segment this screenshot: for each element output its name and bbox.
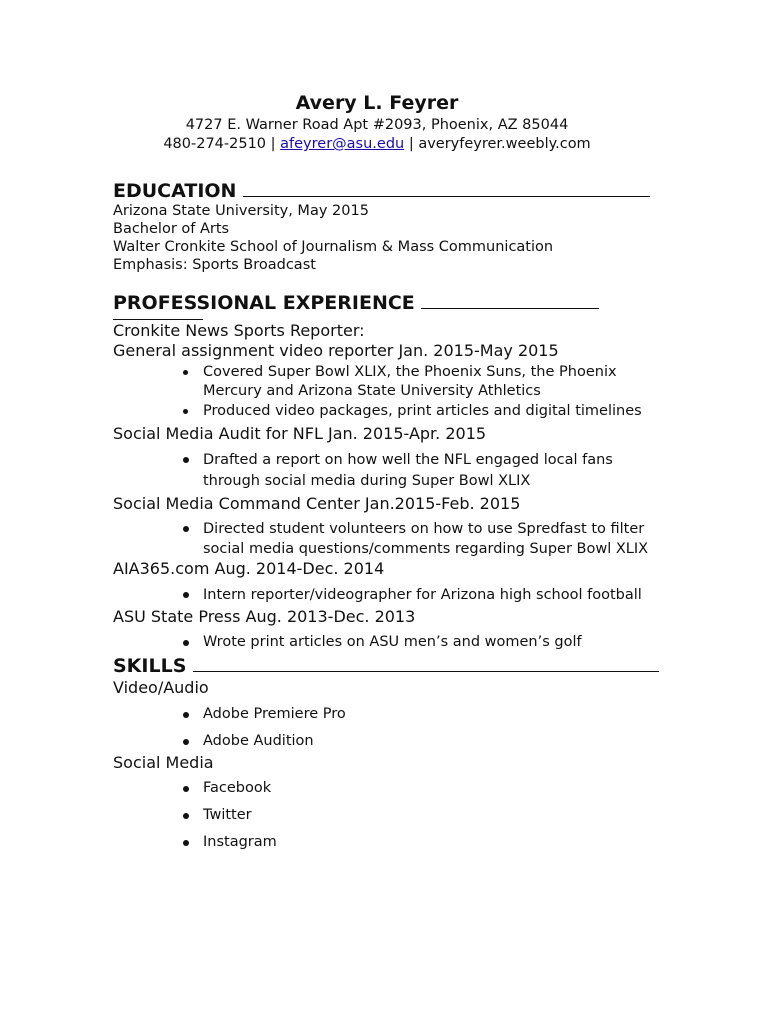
education-heading: [113, 180, 658, 202]
bullet-text: Directed student volunteers on how to use Spredfast to filter social media questions/comments regarding Super Bowl XLIX: [203, 521, 649, 557]
skill-item: [113, 833, 658, 852]
bullet-item: [113, 363, 658, 401]
education-block: [113, 202, 658, 274]
skills-heading-text: SKILLS: [113, 655, 187, 677]
bullet-text: Covered Super Bowl XLIX, the Phoenix Suns, the Phoenix Mercury and Arizona State University Athletics: [203, 364, 617, 399]
bullet-item: [113, 402, 658, 421]
bullet-text: Wrote print articles on ASU men’s and women’s golf: [203, 634, 582, 650]
job-title: Social Media Audit for NFL Jan. 2015-Apr. 2015: [113, 424, 487, 443]
job-bullets: [113, 633, 658, 652]
skill-item: [113, 806, 658, 825]
education-line: Emphasis: Sports Broadcast: [113, 257, 316, 273]
skill-text: Adobe Audition: [203, 733, 314, 749]
mailing-address: 4727 E. Warner Road Apt #2093, Phoenix, AZ 85044: [185, 117, 569, 133]
education-line: Walter Cronkite School of Journalism & Mass Communication: [113, 239, 554, 255]
skill-text: Adobe Premiere Pro: [203, 706, 346, 722]
job-title: Cronkite News Sports Reporter:: [113, 321, 365, 340]
bullet-icon: [183, 526, 189, 532]
bullet-icon: [183, 813, 189, 819]
skill-text: Twitter: [203, 807, 252, 823]
experience-heading: [113, 292, 658, 314]
bullet-item: [113, 585, 658, 606]
bullet-icon: [183, 640, 189, 646]
applicant-name: Avery L. Feyrer: [295, 92, 459, 114]
education-line: Arizona State University, May 2015: [113, 203, 369, 219]
bullet-icon: [183, 592, 189, 598]
bullet-text: Drafted a report on how well the NFL engaged local fans through social media during Super Bowl XLIX: [203, 452, 613, 489]
skill-list: [113, 779, 658, 852]
bullet-text: Intern reporter/videographer for Arizona high school football: [203, 587, 642, 603]
education-heading-text: EDUCATION: [113, 180, 237, 202]
bullet-item: [113, 633, 658, 652]
skill-text: Instagram: [203, 834, 277, 850]
resume-page: [113, 90, 658, 852]
resume-header: [85, 90, 669, 154]
job-title: Social Media Command Center Jan.2015-Feb. 2015: [113, 494, 521, 513]
skill-list: [113, 705, 658, 751]
heading-rule-continuation: [113, 319, 203, 320]
heading-rule: [421, 307, 599, 309]
bullet-icon: [183, 370, 188, 375]
skills-heading: [113, 655, 658, 677]
skill-group-title: Video/Audio: [113, 678, 209, 697]
bullet-icon: [183, 840, 189, 846]
job-title: ASU State Press Aug. 2013-Dec. 2013: [113, 607, 416, 626]
bullet-icon: [183, 739, 189, 745]
bullet-icon: [183, 409, 188, 414]
education-line: Bachelor of Arts: [113, 221, 230, 237]
bullet-icon: [183, 786, 189, 792]
skill-text: Facebook: [203, 780, 272, 796]
job-title: AIA365.com Aug. 2014-Dec. 2014: [113, 559, 385, 578]
bullet-icon: [183, 457, 189, 463]
job-bullets: [113, 519, 658, 559]
skill-item: [113, 779, 658, 798]
job-bullets: [113, 363, 658, 421]
skill-group-title: Social Media: [113, 753, 214, 772]
bullet-item: [113, 450, 658, 492]
job-bullets: [113, 585, 658, 606]
contact-line: [85, 135, 669, 154]
email-link[interactable]: afeyrer@asu.edu: [280, 136, 405, 152]
bullet-item: [113, 519, 658, 559]
job-subtitle: General assignment video reporter Jan. 2015-May 2015: [113, 341, 559, 360]
website: | averyfeyrer.weebly.com: [408, 136, 591, 152]
phone-number: 480-274-2510 |: [163, 136, 276, 152]
skill-item: [113, 732, 658, 751]
bullet-text: Produced video packages, print articles and digital timelines: [203, 403, 642, 419]
bullet-icon: [183, 712, 189, 718]
skill-item: [113, 705, 658, 724]
heading-rule: [243, 195, 650, 197]
job-bullets: [113, 450, 658, 492]
experience-heading-text: PROFESSIONAL EXPERIENCE: [113, 292, 415, 314]
heading-rule: [193, 670, 659, 672]
